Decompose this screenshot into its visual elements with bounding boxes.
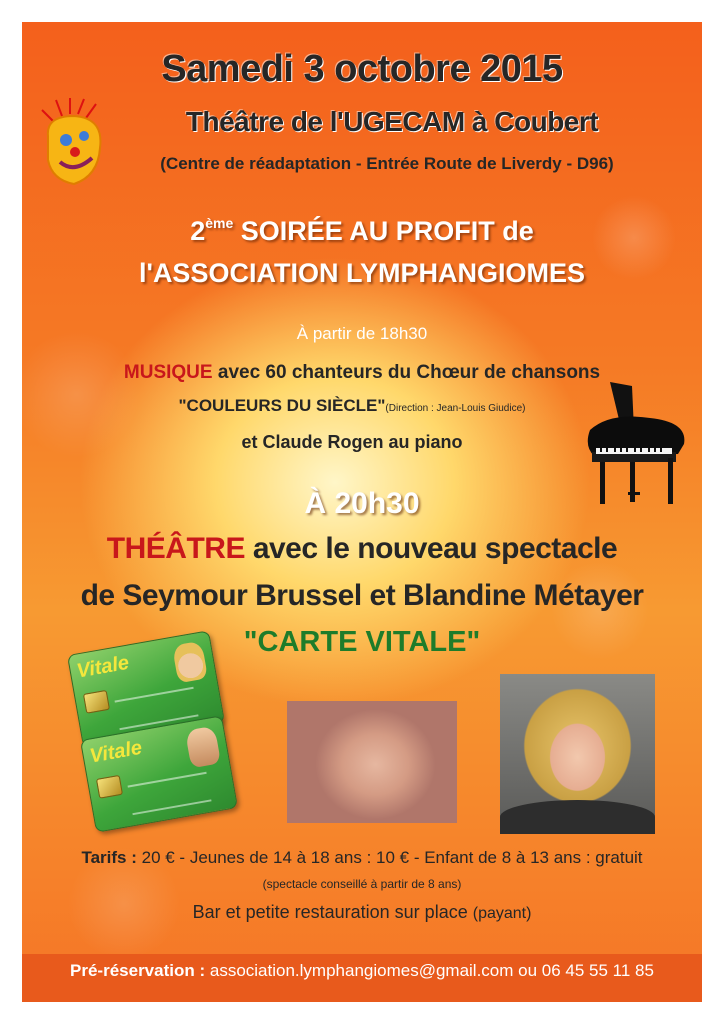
theatre-description: avec le nouveau spectacle <box>252 532 618 565</box>
pricing-details: 20 € - Jeunes de 14 à 18 ans : 10 € - Enfant de 8 à 13 ans : gratuit <box>141 848 643 867</box>
theatre-label: THÉÂTRE <box>106 532 245 565</box>
event-title-line1 <box>22 215 702 247</box>
theatre-authors: de Seymour Brussel et Blandine Métayer <box>80 579 644 612</box>
event-poster <box>22 22 702 1002</box>
choir-name: "COULEURS DU SIÈCLE" <box>178 396 386 415</box>
card-photo-man <box>185 726 221 769</box>
theatre-start-time: À 20h30 <box>304 487 420 520</box>
music-line <box>22 362 702 384</box>
prereservation-contact[interactable]: association.lymphangiomes@gmail.com ou 06 45 55 11 85 <box>209 961 654 980</box>
card-chip-icon <box>96 775 123 799</box>
choir-director: (Direction : Jean-Louis Giudice) <box>385 403 526 414</box>
actor-photo-seymour <box>287 701 457 823</box>
card-photo-woman <box>172 641 208 684</box>
card-chip-icon <box>83 690 110 714</box>
actor-photo-blandine <box>500 674 655 834</box>
venue-detail: (Centre de réadaptation - Entrée Route de Liverdy - D96) <box>160 154 614 173</box>
card-text-lines <box>128 772 212 815</box>
prereservation-line <box>22 961 702 981</box>
choir-line <box>42 396 662 416</box>
event-title-text: SOIRÉE AU PROFIT de <box>240 216 534 246</box>
bar-text: Bar et petite restauration sur place <box>192 902 468 922</box>
pricing-label: Tarifs : <box>81 848 137 867</box>
bar-line <box>22 902 702 923</box>
pricing-line <box>22 848 702 868</box>
prereservation-label: Pré-réservation : <box>70 961 206 980</box>
music-description: avec 60 chanteurs du Chœur de chansons <box>217 362 601 383</box>
pricing-note: (spectacle conseillé à partir de 8 ans) <box>262 877 462 891</box>
theatre-line <box>22 532 702 566</box>
vitale-card-brand: Vitale <box>88 736 144 768</box>
photo-shirt <box>500 800 655 834</box>
show-title: "CARTE VITALE" <box>243 626 481 658</box>
event-title-line2: l'ASSOCIATION LYMPHANGIOMES <box>139 258 585 288</box>
pianist-line: et Claude Rogen au piano <box>241 432 463 452</box>
event-date: Samedi 3 octobre 2015 <box>161 48 563 90</box>
venue-name: Théâtre de l'UGECAM à Coubert <box>185 106 599 137</box>
bar-note: (payant) <box>472 905 532 922</box>
vitale-card-brand: Vitale <box>75 651 131 683</box>
music-label: MUSIQUE <box>123 362 213 383</box>
edition-number: 2 <box>190 216 206 246</box>
music-start-time: À partir de 18h30 <box>296 324 428 343</box>
edition-suffix: ème <box>205 215 234 231</box>
